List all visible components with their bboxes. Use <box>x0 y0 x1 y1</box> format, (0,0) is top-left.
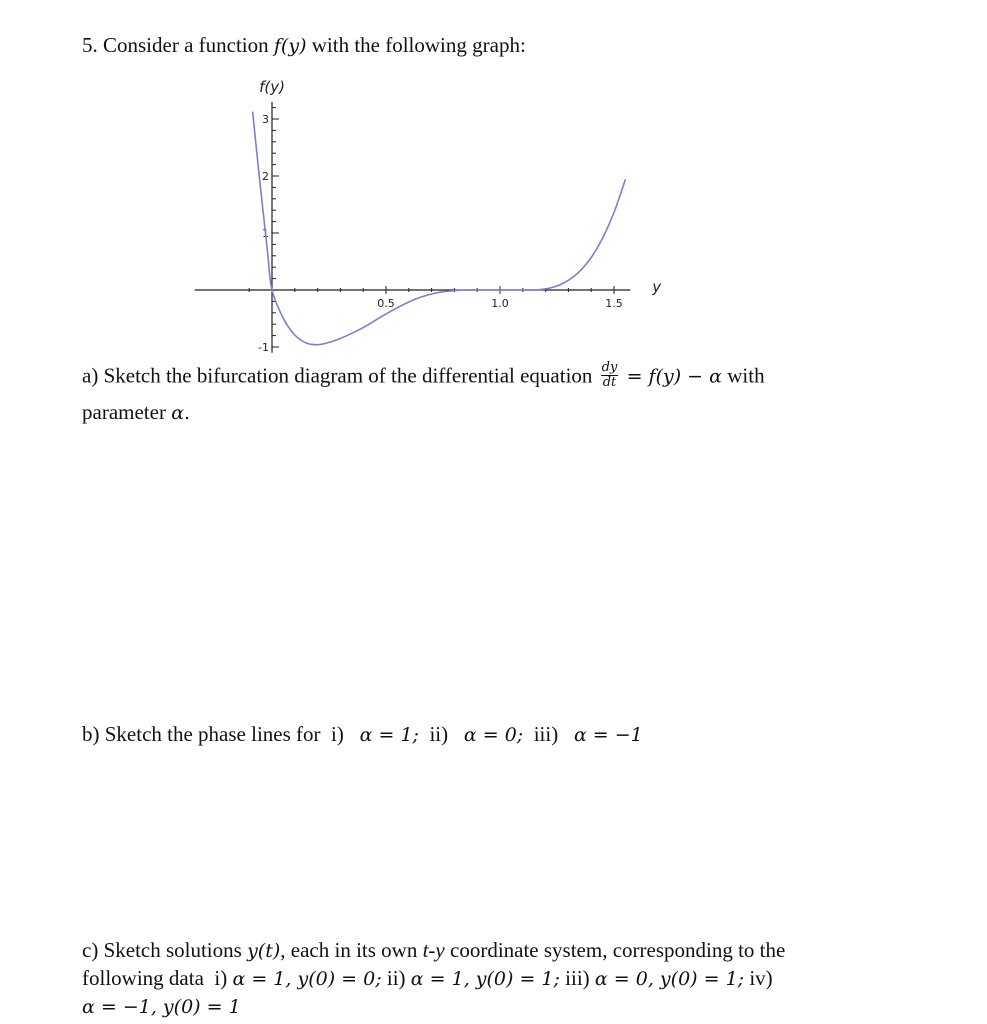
problem-number: 5. <box>82 33 98 57</box>
chart-axes <box>195 102 631 353</box>
part-a-rhs: = f(y) − α <box>626 365 722 388</box>
problem-func: f(y) <box>273 35 307 57</box>
x-axis-label: y <box>652 278 662 296</box>
part-c-func: y(t) <box>247 940 281 962</box>
part-a-line1 <box>82 360 765 392</box>
part-a-parameter: parameter <box>82 400 166 424</box>
problem-intro-end: with the following graph: <box>311 33 526 57</box>
frac-numerator: dy <box>601 360 618 375</box>
part-b-line <box>82 722 643 747</box>
part-a-with: with <box>727 363 765 388</box>
part-b-ii-label: ii) <box>429 722 449 746</box>
y-axis-label: f(y) <box>259 77 285 96</box>
part-c-iv-expr: α = −1, y(0) = 1 <box>82 996 241 1018</box>
part-c-following: following data <box>82 966 204 990</box>
part-b-iii-label: iii) <box>533 722 559 746</box>
part-c-line2 <box>82 966 773 991</box>
y-tick-label: 3 <box>262 113 269 126</box>
part-b-text: b) Sketch the phase lines for <box>82 722 321 746</box>
part-c-text2: , each in its own <box>280 938 418 962</box>
part-c-text1: c) Sketch solutions <box>82 938 242 962</box>
part-a-alpha: α. <box>171 402 191 424</box>
part-c-ii-expr: α = 1, y(0) = 1; <box>410 968 560 990</box>
part-c-iii-expr: α = 0, y(0) = 1; <box>594 968 745 990</box>
part-c-ty: t-y <box>422 938 445 962</box>
part-b-i-expr: α = 1; <box>359 724 419 746</box>
chart-labels <box>258 78 662 354</box>
problem-intro: Consider a function <box>103 33 269 57</box>
part-c-i-label: i) <box>214 966 228 990</box>
part-c-text3: coordinate system, corresponding to the <box>450 938 786 962</box>
y-tick-label: 2 <box>262 170 269 183</box>
x-tick-label: 0.5 <box>377 297 395 310</box>
part-b-ii-expr: α = 0; <box>463 724 524 746</box>
part-c-i-expr: α = 1, y(0) = 0; <box>232 968 382 990</box>
chart-ticks <box>249 108 614 347</box>
part-c-iv-label: iv) <box>749 966 773 990</box>
part-c-line1 <box>82 938 785 963</box>
part-a-text: a) Sketch the bifurcation diagram of the differential equation <box>82 363 593 388</box>
f-of-y-curve <box>253 112 626 345</box>
y-tick-label: 1 <box>262 227 269 240</box>
part-c-iii-label: iii) <box>565 966 590 990</box>
dy-dt-fraction <box>601 361 619 390</box>
part-b-iii-expr: α = −1 <box>573 724 643 746</box>
y-tick-label: -1 <box>258 341 269 354</box>
part-b-i-label: i) <box>331 722 344 746</box>
x-tick-label: 1.0 <box>491 297 509 310</box>
part-a-line2 <box>82 400 190 425</box>
function-graph <box>0 0 987 360</box>
part-c-ii-label: ii) <box>386 966 406 990</box>
x-tick-label: 1.5 <box>605 297 623 310</box>
frac-denominator: dt <box>602 375 617 390</box>
part-c-line3 <box>82 994 241 1019</box>
